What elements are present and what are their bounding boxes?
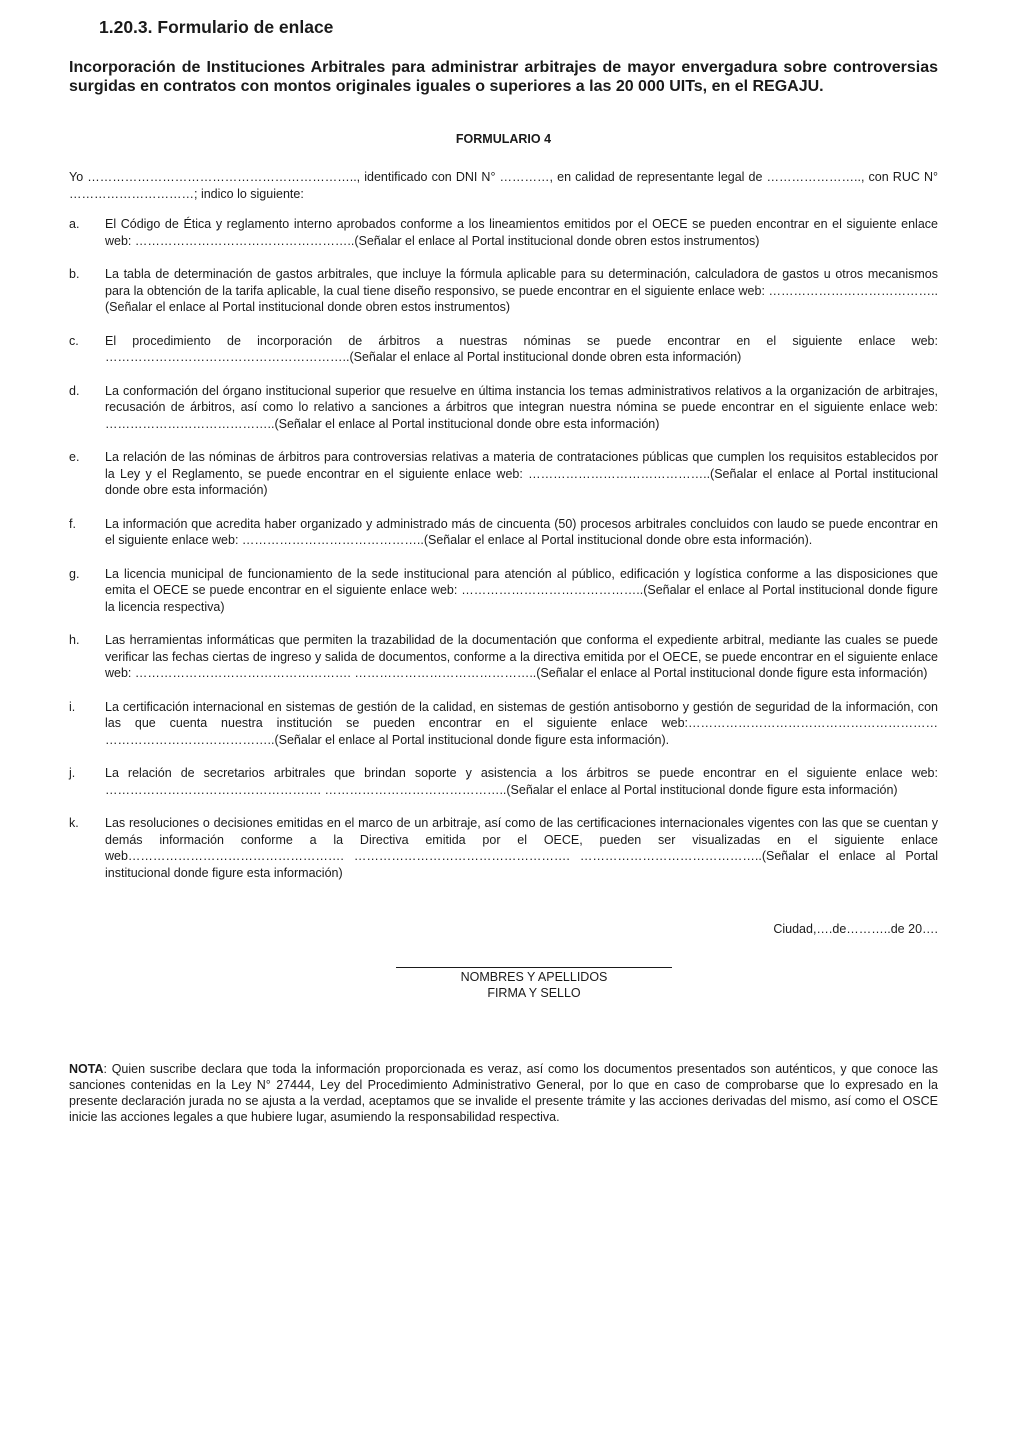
signature-name-label: NOMBRES Y APELLIDOS: [460, 970, 608, 984]
item-text: La relación de las nóminas de árbitros para controversias relativas a materia de contrataciones públicas que cumplen los requisitos establecidos por la Ley y el Reglamento, se puede encontrar en el siguiente enlace web: ……………………………………..(Señalar el enlace al Portal institucional donde obre esta información): [105, 450, 938, 497]
list-item: [69, 566, 938, 616]
item-letter: i.: [69, 699, 76, 714]
list-item: [69, 632, 938, 682]
list-item: [69, 449, 938, 499]
item-text: La tabla de determinación de gastos arbitrales, que incluye la fórmula aplicable para su determinación, calculadora de gastos u otros mecanismos para la obtención de la tarifa aplicable, la cual tiene diseño responsivo, se puede encontrar en el siguiente enlace web: …………………………………..(Señalar el enlace al Portal institucional donde obren estos instrumentos): [105, 267, 938, 314]
item-letter: e.: [69, 450, 80, 464]
signature-line: [396, 957, 672, 968]
note-text: : Quien suscribe declara que toda la información proporcionada es veraz, así como los documentos presentados son auténticos, y que conoce las sanciones contenidas en la Ley N° 27444, Ley del Procedimiento Administrativo General, por lo que en caso de comprobarse que lo expresado en la presente declaración jurada no se ajusta a la verdad, aceptamos que se invalide el presente trámite y las acciones derivadas del mismo, así como el OSCE inicie las acciones legales a que hubiere lugar, asumiendo la responsabilidad respectiva.: [69, 1062, 938, 1124]
document-subtitle: Incorporación de Instituciones Arbitrales para administrar arbitrajes de mayor envergadura sobre controversias surgidas en contratos con montos originales iguales o superiores a las 20 000 UITs, en el REGAJU.: [69, 59, 938, 95]
item-letter: k.: [69, 816, 79, 830]
items-list: [69, 216, 938, 898]
item-letter: g.: [69, 566, 80, 581]
list-item: [69, 699, 938, 749]
item-letter: d.: [69, 383, 80, 398]
item-letter: c.: [69, 333, 79, 348]
list-item: [69, 216, 938, 249]
item-letter: h.: [69, 633, 80, 647]
item-text: La licencia municipal de funcionamiento de la sede institucional para atención al público, edificación y logística conforme a las disposiciones que emita el OECE se puede encontrar en el siguiente enlace web: ……………………………………..(Señalar el enlace al Portal institucional donde figure la licencia respectiva): [105, 566, 938, 614]
intro-paragraph: Yo ……………………………………………………….., identificado con DNI N° …………, en calidad de representante legal de ………………….., con RUC N° …………………………; indico lo siguiente:: [69, 170, 938, 201]
item-letter: j.: [69, 766, 76, 780]
signature-sign-label: FIRMA Y SELLO: [487, 985, 581, 1000]
form-label: FORMULARIO 4: [455, 132, 552, 146]
item-text: Las resoluciones o decisiones emitidas en el marco de un arbitraje, así como de las certificaciones internacionales vigentes con las que se cuentan y demás información conforme a la Directiva emitida por el OECE, pueden ser visualizadas en el siguiente enlace web……………………………………………. ……………………………………………. ……………………………………..(Señalar el enlace al Portal institucional donde figure esta información): [105, 816, 938, 880]
list-item: [69, 765, 938, 798]
list-item: [69, 333, 938, 366]
item-text: Las herramientas informáticas que permiten la trazabilidad de la documentación que conforma el expediente arbitral, mediante las cuales se puede verificar las fechas ciertas de ingreso y salida de documentos, conforme a la directiva emitida por el OECE, se puede encontrar en el siguiente enlace web: ……………………………………………. ……………………………………..(Señalar el enlace al Portal institucional donde figure esta información): [105, 633, 938, 680]
item-text: El Código de Ética y reglamento interno aprobados conforme a los lineamientos emitidos por el OECE se pueden encontrar en el siguiente enlace web: ……………………………………………..(Señalar el enlace al Portal institucional donde obren estos instrumentos): [105, 217, 938, 248]
list-item: [69, 815, 938, 881]
note-label: NOTA: [69, 1062, 104, 1076]
item-letter: b.: [69, 267, 80, 281]
list-item: [69, 383, 938, 433]
place-date: Ciudad,….de………..de 20….: [773, 922, 938, 936]
signature-block: [396, 957, 672, 1001]
section-title: 1.20.3. Formulario de enlace: [99, 17, 334, 37]
item-text: La certificación internacional en sistemas de gestión de la calidad, en sistemas de gestión antisoborno y gestión de seguridad de la información, con las que cuenta nuestra institución se pueden encontrar en el siguiente enlace web:…………………………………………………… …………………………………..(Señalar el enlace al Portal institucional donde figure esta información).: [105, 699, 938, 747]
item-text: El procedimiento de incorporación de árbitros a nuestras nóminas se puede encontrar en el siguiente enlace web: …………………………………………………..(Señalar el enlace al Portal institucional donde obren esta información): [105, 333, 938, 364]
list-item: [69, 266, 938, 316]
item-letter: f.: [69, 516, 76, 531]
list-item: [69, 516, 938, 549]
note-paragraph: [69, 1061, 938, 1125]
item-text: La información que acredita haber organizado y administrado más de cincuenta (50) procesos arbitrales concluidos con laudo se puede encontrar en el siguiente enlace web: ……………………………………..(Señalar el enlace al Portal institucional donde obre esta información).: [105, 516, 938, 547]
item-text: La relación de secretarios arbitrales que brindan soporte y asistencia a los árbitros se puede encontrar en el siguiente enlace web: ……………………………………………. ……………………………………..(Señalar el enlace al Portal institucional donde figure esta información): [105, 766, 938, 797]
item-text: La conformación del órgano institucional superior que resuelve en última instancia los temas administrativos relativos a la organización de arbitrajes, recusación de árbitros, así como lo relativo a sanciones a árbitros que integran nuestra nómina se puede encontrar en el siguiente enlace web: …………………………………..(Señalar el enlace al Portal institucional donde obre esta información): [105, 383, 938, 431]
item-letter: a.: [69, 217, 80, 231]
